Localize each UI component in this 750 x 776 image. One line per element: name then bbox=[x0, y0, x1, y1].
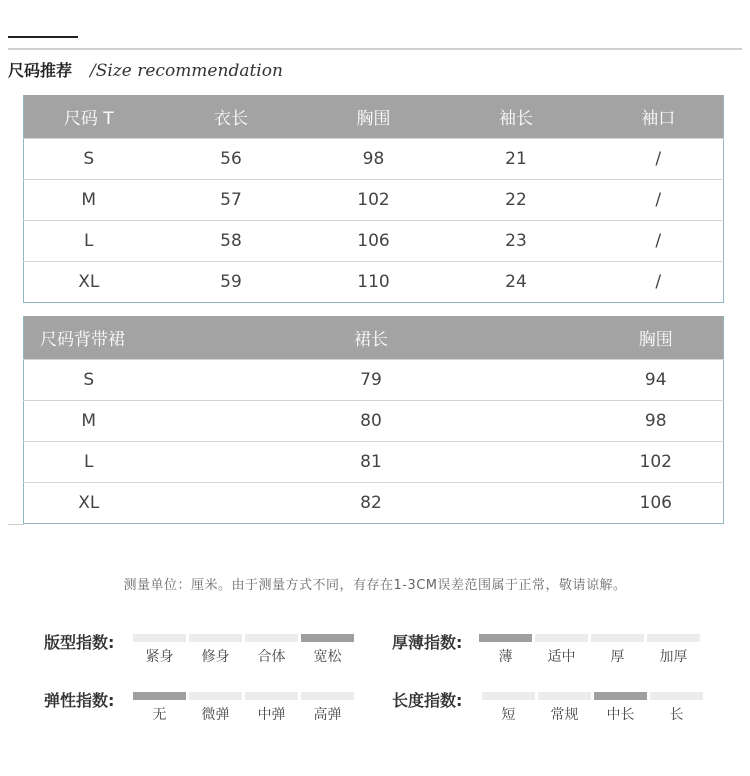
table-cell: 106 bbox=[309, 221, 439, 262]
side-divider bbox=[8, 524, 24, 525]
index-bar bbox=[647, 634, 700, 642]
table-row bbox=[24, 139, 724, 180]
length-index bbox=[392, 688, 712, 728]
table-cell: 110 bbox=[309, 262, 439, 303]
table-cell: M bbox=[24, 180, 154, 221]
table-cell: 57 bbox=[154, 180, 309, 221]
index-option: 合体 bbox=[257, 649, 286, 665]
table-row bbox=[24, 401, 724, 442]
measurement-note: 测量单位：厘米。由于测量方式不同，有存在1-3CM误差范围属于正常，敬请谅解。 bbox=[123, 578, 627, 593]
index-option: 微弹 bbox=[201, 707, 230, 723]
index-bar bbox=[482, 692, 535, 700]
table-header-row bbox=[24, 316, 724, 360]
index-bars bbox=[133, 634, 357, 642]
table-cell: L bbox=[24, 221, 154, 262]
table-cell: 81 bbox=[154, 442, 589, 483]
table-row bbox=[24, 180, 724, 221]
table-cell: / bbox=[594, 180, 724, 221]
index-bar bbox=[591, 634, 644, 642]
table-cell: 106 bbox=[589, 483, 724, 524]
index-bar bbox=[538, 692, 591, 700]
table-cell: 94 bbox=[589, 360, 724, 401]
table-cell: 23 bbox=[439, 221, 594, 262]
index-options bbox=[133, 704, 357, 724]
column-header: 胸围 bbox=[589, 316, 724, 360]
table-cell: 58 bbox=[154, 221, 309, 262]
table-cell: / bbox=[594, 262, 724, 303]
index-bar bbox=[301, 634, 354, 642]
index-bar bbox=[245, 634, 298, 642]
column-header: 衣长 bbox=[154, 95, 309, 139]
table-cell: 102 bbox=[309, 180, 439, 221]
index-label: 版型指数: bbox=[44, 633, 115, 652]
index-option: 常规 bbox=[550, 707, 579, 723]
table-cell: M bbox=[24, 401, 154, 442]
top-size-table bbox=[23, 95, 724, 303]
table-row bbox=[24, 360, 724, 401]
index-bar bbox=[189, 692, 242, 700]
index-option: 无 bbox=[152, 707, 167, 723]
table-row bbox=[24, 221, 724, 262]
index-bars bbox=[133, 692, 357, 700]
table-cell: 22 bbox=[439, 180, 594, 221]
title-chinese: 尺码推荐 bbox=[8, 61, 73, 80]
index-bar bbox=[535, 634, 588, 642]
table-cell: 102 bbox=[589, 442, 724, 483]
index-option: 高弹 bbox=[313, 707, 342, 723]
column-header: 尺码 T bbox=[24, 95, 154, 139]
table-cell: / bbox=[594, 139, 724, 180]
bottom-size-table bbox=[23, 316, 724, 524]
index-bar bbox=[479, 634, 532, 642]
index-bar bbox=[189, 634, 242, 642]
index-option: 中长 bbox=[606, 707, 635, 723]
table-cell: 98 bbox=[589, 401, 724, 442]
index-label: 厚薄指数: bbox=[392, 633, 463, 652]
index-options bbox=[133, 646, 357, 666]
index-option: 宽松 bbox=[313, 649, 342, 665]
index-option: 薄 bbox=[498, 649, 513, 665]
section-title bbox=[8, 58, 283, 82]
index-bar bbox=[133, 634, 186, 642]
index-bar bbox=[301, 692, 354, 700]
table-cell: XL bbox=[24, 483, 154, 524]
index-options bbox=[482, 704, 706, 724]
index-bar bbox=[133, 692, 186, 700]
table-cell: S bbox=[24, 360, 154, 401]
index-bar bbox=[245, 692, 298, 700]
table-header-row bbox=[24, 95, 724, 139]
index-label: 长度指数: bbox=[392, 691, 463, 710]
table-cell: 82 bbox=[154, 483, 589, 524]
index-bars bbox=[482, 692, 706, 700]
top-divider bbox=[8, 48, 742, 50]
table-cell: 79 bbox=[154, 360, 589, 401]
table-cell: 80 bbox=[154, 401, 589, 442]
table-cell: 59 bbox=[154, 262, 309, 303]
column-header: 裙长 bbox=[154, 316, 589, 360]
index-option: 中弹 bbox=[257, 707, 286, 723]
elasticity-index bbox=[44, 688, 364, 728]
index-option: 长 bbox=[669, 707, 684, 723]
index-option: 厚 bbox=[610, 649, 625, 665]
table-cell: XL bbox=[24, 262, 154, 303]
index-option: 短 bbox=[501, 707, 516, 723]
table-row bbox=[24, 262, 724, 303]
column-header: 袖口 bbox=[594, 95, 724, 139]
table-row bbox=[24, 442, 724, 483]
index-option: 修身 bbox=[201, 649, 230, 665]
index-option: 加厚 bbox=[659, 649, 688, 665]
table-row bbox=[24, 483, 724, 524]
table-cell: 24 bbox=[439, 262, 594, 303]
fit-index bbox=[44, 630, 364, 670]
table-cell: 56 bbox=[154, 139, 309, 180]
index-bar bbox=[594, 692, 647, 700]
index-bar bbox=[650, 692, 703, 700]
title-english: /Size recommendation bbox=[90, 61, 283, 81]
index-bars bbox=[479, 634, 703, 642]
table-cell: L bbox=[24, 442, 154, 483]
index-label: 弹性指数: bbox=[44, 691, 115, 710]
table-cell: 21 bbox=[439, 139, 594, 180]
thickness-index bbox=[392, 630, 712, 670]
index-option: 适中 bbox=[547, 649, 576, 665]
top-accent-line bbox=[8, 36, 78, 38]
column-header: 袖长 bbox=[439, 95, 594, 139]
table-cell: S bbox=[24, 139, 154, 180]
table-cell: 98 bbox=[309, 139, 439, 180]
index-option: 紧身 bbox=[145, 649, 174, 665]
index-options bbox=[479, 646, 703, 666]
column-header: 胸围 bbox=[309, 95, 439, 139]
column-header: 尺码背带裙 bbox=[24, 316, 154, 360]
table-cell: / bbox=[594, 221, 724, 262]
